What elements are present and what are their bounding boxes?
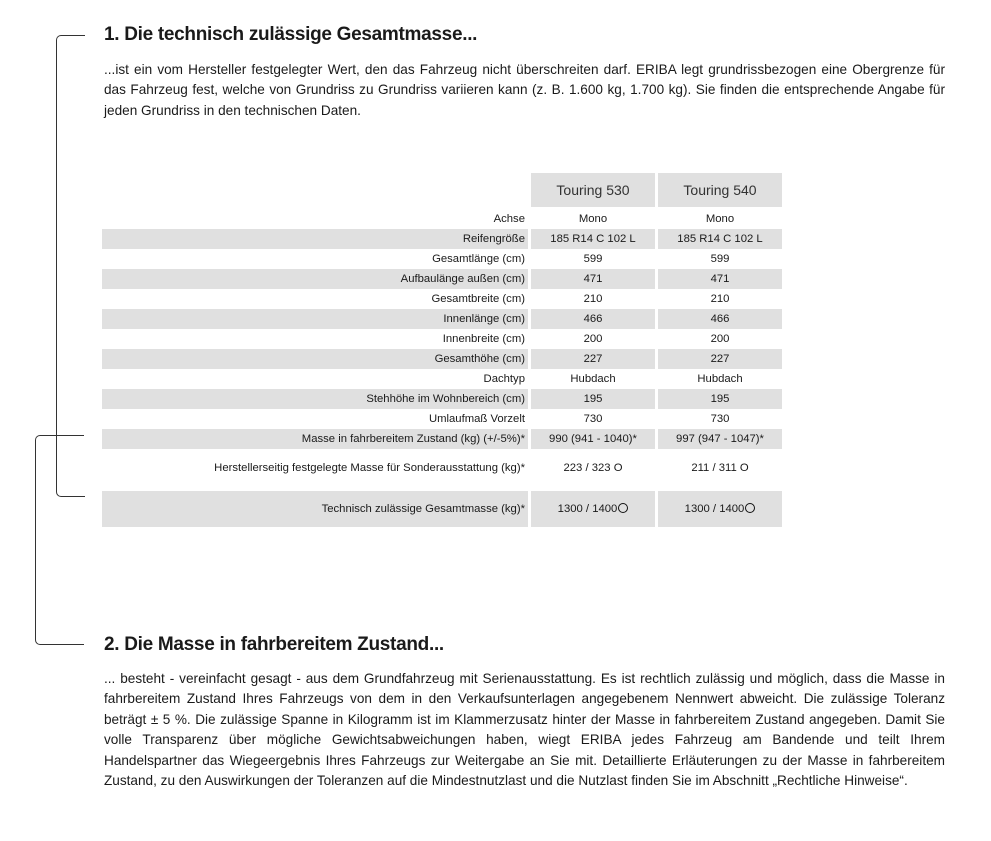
section2-heading: 2. Die Masse in fahrbereitem Zustand... xyxy=(104,634,444,655)
table-row xyxy=(102,229,782,249)
row-value: 195 xyxy=(658,389,782,409)
row-value: 210 xyxy=(583,292,603,305)
table-row xyxy=(102,369,782,389)
row-label: Innenbreite (cm) xyxy=(442,332,525,345)
circle-icon xyxy=(618,503,628,513)
row-value: 466 xyxy=(658,309,782,329)
table-row xyxy=(102,329,782,349)
row-label: Stehhöhe im Wohnbereich (cm) xyxy=(102,389,528,409)
table-row xyxy=(102,409,782,429)
total-value: 1300 / 1400 xyxy=(531,491,655,527)
row-value: 471 xyxy=(658,269,782,289)
row-value: 997 (947 - 1047)* xyxy=(658,429,782,449)
header-blank xyxy=(102,173,528,207)
row-value: 730 xyxy=(710,412,730,425)
row-value: 471 xyxy=(531,269,655,289)
row-value: 223 / 323 O xyxy=(563,461,623,474)
table-row xyxy=(102,429,782,449)
table-row xyxy=(102,269,782,289)
bracket-section1 xyxy=(56,35,85,497)
row-label: Dachtyp xyxy=(483,372,525,385)
row-value: 185 R14 C 102 L xyxy=(658,229,782,249)
row-label: Achse xyxy=(493,212,525,225)
table-row xyxy=(102,449,782,487)
row-value: 210 xyxy=(710,292,730,305)
table-row xyxy=(102,349,782,369)
table-row xyxy=(102,389,782,409)
row-value: 211 / 311 O xyxy=(691,461,749,474)
bracket-section2 xyxy=(35,435,84,645)
table-row xyxy=(102,209,782,229)
row-value: 200 xyxy=(710,332,730,345)
table-row xyxy=(102,249,782,269)
row-value: 200 xyxy=(583,332,603,345)
row-value: 599 xyxy=(710,252,730,265)
row-label: Masse in fahrbereitem Zustand (kg) (+/-5%)* xyxy=(102,429,528,449)
row-label: Umlaufmaß Vorzelt xyxy=(428,412,525,425)
row-value: Mono xyxy=(578,212,608,225)
table-row-total xyxy=(102,491,782,527)
row-label: Herstellerseitig festgelegte Masse für Sonderausstattung (kg)* xyxy=(214,461,525,474)
circle-icon xyxy=(745,503,755,513)
table-row xyxy=(102,309,782,329)
row-label: Gesamthöhe (cm) xyxy=(102,349,528,369)
row-value: 599 xyxy=(583,252,603,265)
row-label: Gesamtlänge (cm) xyxy=(432,252,525,265)
technical-data-table xyxy=(99,173,785,527)
column-header-touring-530: Touring 530 xyxy=(531,173,655,207)
row-label: Innenlänge (cm) xyxy=(102,309,528,329)
row-value: 466 xyxy=(531,309,655,329)
section1-heading: 1. Die technisch zulässige Gesamtmasse... xyxy=(104,24,478,45)
row-value: 195 xyxy=(531,389,655,409)
row-value: 227 xyxy=(531,349,655,369)
section1-text: ...ist ein vom Hersteller festgelegter Wert, den das Fahrzeug nicht überschreiten darf. ERIBA legt grundrissbezogen eine Obergrenze für das Fahrzeug fest, welche von Grundriss zu Grundriss variieren kann (z. B. 1.600 kg, 1.700 kg). Sie finden die entsprechende Angabe für jeden Grundriss in den technischen Daten. xyxy=(104,62,945,118)
total-value: 1300 / 1400 xyxy=(658,491,782,527)
table-row xyxy=(102,289,782,309)
row-label: Aufbaulänge außen (cm) xyxy=(102,269,528,289)
column-header-touring-540: Touring 540 xyxy=(658,173,782,207)
row-label: Gesamtbreite (cm) xyxy=(431,292,525,305)
row-value: Hubdach xyxy=(570,372,616,385)
table-header-row xyxy=(102,173,782,207)
total-label: Technisch zulässige Gesamtmasse (kg)* xyxy=(102,491,528,527)
section2-text: ... besteht - vereinfacht gesagt - aus dem Grundfahrzeug mit Serienausstattung. Es ist rechtlich zulässig und möglich, dass die Masse in fahrbereitem Zustand Ihres Fahrzeugs von dem in den Verkaufsunterlagen angegebenem Nennwert abweicht. Die zulässige Toleranz beträgt ± 5 %. Die zulässige Spanne in Kilogramm ist im Klammerzusatz hinter der Masse in fahrbereitem Zustand angegeben. Damit Sie volle Transparenz über mögliche Gewichtsabweichungen haben, wiegt ERIBA jedes Fahrzeug am Bandende und teilt Ihrem Handelspartner das Wiegeergebnis Ihres Fahrzeugs zur Weitergabe an Sie mit. Detaillierte Erläuterungen zu der Masse in fahrbereitem Zustand, zu den Auswirkungen der Toleranzen auf die Mindestnutzlast und die Nutzlast finden Sie im Abschnitt „Rechtliche Hinweise“. xyxy=(104,671,945,789)
row-value: Hubdach xyxy=(697,372,743,385)
row-label: Reifengröße xyxy=(102,229,528,249)
row-value: 185 R14 C 102 L xyxy=(531,229,655,249)
row-value: 730 xyxy=(583,412,603,425)
row-value: 990 (941 - 1040)* xyxy=(531,429,655,449)
row-value: 227 xyxy=(658,349,782,369)
row-value: Mono xyxy=(705,212,735,225)
